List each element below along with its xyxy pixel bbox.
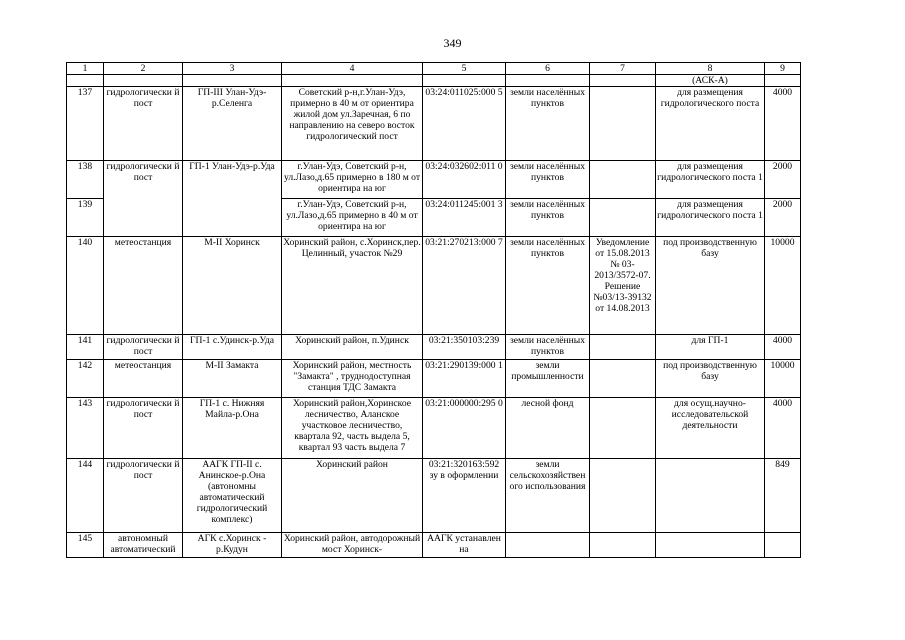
table-cell (67, 75, 104, 87)
table-row (67, 533, 801, 558)
permitted-use: для размещения гидрологического поста 1 (656, 199, 765, 237)
object-type: гидрологически й пост (104, 87, 183, 161)
documents (590, 533, 656, 558)
continuation-row (67, 75, 801, 87)
object-type: гидрологически й пост (104, 459, 183, 533)
row-number: 145 (67, 533, 104, 558)
land-category: земли промышленности (506, 360, 590, 398)
object-type: метеостанция (104, 237, 183, 335)
permitted-use: для размещения гидрологического поста 1 (656, 161, 765, 199)
area: 4000 (765, 398, 801, 459)
area: 4000 (765, 335, 801, 360)
object-type: гидрологически й пост (104, 161, 183, 237)
documents (590, 161, 656, 199)
land-category: земли сельскохозяйствен ого использования (506, 459, 590, 533)
land-category: земли населённых пунктов (506, 87, 590, 161)
documents (590, 360, 656, 398)
column-number: 1 (67, 63, 104, 75)
column-number: 6 (506, 63, 590, 75)
object-address: Хоринский район, п.Удинск (282, 335, 423, 360)
object-address: г.Улан-Удэ, Советский р-н, ул.Лазо,д.65 примерно в 180 м от ориентира на юг (282, 161, 423, 199)
documents (590, 199, 656, 237)
object-address: Хоринский район, автодорожный мост Хоринск- (282, 533, 423, 558)
cadastral-number: 03:21:320163:592 зу в оформлении (423, 459, 506, 533)
land-category: земли населённых пунктов (506, 161, 590, 199)
documents: Уведомление от 15.08.2013 № 03-2013/3572-07. Решение №03/13-39132 от 14.08.2013 (590, 237, 656, 335)
cadastral-number: 03:24:032602:011 0 (423, 161, 506, 199)
permitted-use: под производственную базу (656, 237, 765, 335)
table-cell (765, 75, 801, 87)
table-row (67, 398, 801, 459)
land-category (506, 533, 590, 558)
row-number: 142 (67, 360, 104, 398)
table-row (67, 335, 801, 360)
documents (590, 335, 656, 360)
row-number: 143 (67, 398, 104, 459)
column-number: 3 (183, 63, 282, 75)
column-number: 9 (765, 63, 801, 75)
object-name: ГП-III Улан-Удэ-р.Селенга (183, 87, 282, 161)
row-number: 137 (67, 87, 104, 161)
documents (590, 398, 656, 459)
cadastral-number: 03:21:000000:295 0 (423, 398, 506, 459)
row-number: 140 (67, 237, 104, 335)
row-number: 141 (67, 335, 104, 360)
cadastral-number: 03:21:350103:239 (423, 335, 506, 360)
column-number: 8 (656, 63, 765, 75)
object-name: М-II Хоринск (183, 237, 282, 335)
cadastral-number: ААГК устанавлен на (423, 533, 506, 558)
row-number: 144 (67, 459, 104, 533)
table-row (67, 360, 801, 398)
area: 10000 (765, 237, 801, 335)
table-cell (282, 75, 423, 87)
table-cell: (АСК-А) (656, 75, 765, 87)
row-number: 139 (67, 199, 104, 237)
object-name: М-II Замакта (183, 360, 282, 398)
permitted-use: для осущ.научно-исследовательской деятельности (656, 398, 765, 459)
land-category: земли населённых пунктов (506, 199, 590, 237)
table-row (67, 237, 801, 335)
object-name: ГП-1 с. Нижняя Майла-р.Она (183, 398, 282, 459)
object-address: Хоринский район (282, 459, 423, 533)
area: 2000 (765, 161, 801, 199)
area: 4000 (765, 87, 801, 161)
land-category: земли населённых пунктов (506, 335, 590, 360)
permitted-use: для размещения гидрологического поста (656, 87, 765, 161)
column-number: 7 (590, 63, 656, 75)
table-row (67, 87, 801, 161)
documents (590, 459, 656, 533)
object-type: метеостанция (104, 360, 183, 398)
table-cell (506, 75, 590, 87)
object-name: ГП-1 с.Удинск-р.Уда (183, 335, 282, 360)
area: 10000 (765, 360, 801, 398)
area (765, 533, 801, 558)
table-cell (423, 75, 506, 87)
land-registry-table (66, 62, 801, 558)
cadastral-number: 03:24:011245:001 3 (423, 199, 506, 237)
page-number: 349 (443, 36, 462, 50)
column-number: 4 (282, 63, 423, 75)
object-address: Советский р-н,г.Улан-Удэ, примерно в 40 м от ориентира жилой дом ул.Заречная, 6 по направлению на северо восток гидрологический пост (282, 87, 423, 161)
documents (590, 87, 656, 161)
object-name: ААГК ГП-II с. Анинское-р.Она (автономны автоматический гидрологический комплекс) (183, 459, 282, 533)
object-address: Хоринский район, местность "Замакта" , труднодоступная станция ТДС Замакта (282, 360, 423, 398)
area: 2000 (765, 199, 801, 237)
object-name: ГП-1 Улан-Удэ-р.Уда (183, 161, 282, 237)
object-address: г.Улан-Удэ, Советский р-н, ул.Лазо,д.65 примерно в 40 м от ориентира на юг (282, 199, 423, 237)
permitted-use: под производственную базу (656, 360, 765, 398)
object-name: АГК с.Хоринск - р.Кудун (183, 533, 282, 558)
object-type: гидрологически й пост (104, 335, 183, 360)
land-category: земли населённых пунктов (506, 237, 590, 335)
cadastral-number: 03:21:290139:000 1 (423, 360, 506, 398)
table-cell (183, 75, 282, 87)
cadastral-number: 03:21:270213:000 7 (423, 237, 506, 335)
permitted-use (656, 459, 765, 533)
object-address: Хоринский район, с.Хоринск,пер. Целинный, участок №29 (282, 237, 423, 335)
table-cell (104, 75, 183, 87)
column-number-row (67, 63, 801, 75)
object-type: гидрологически й пост (104, 398, 183, 459)
row-number: 138 (67, 161, 104, 199)
object-type: автономный автоматический (104, 533, 183, 558)
table-row (67, 161, 801, 199)
area: 849 (765, 459, 801, 533)
object-address: Хоринский район,Хоринское лесничество, Аланское участковое лесничество, квартала 92, часть выдела 5, квартал 93 часть выдела 7 (282, 398, 423, 459)
cadastral-number: 03:24:011025:000 5 (423, 87, 506, 161)
column-number: 2 (104, 63, 183, 75)
permitted-use: для ГП-1 (656, 335, 765, 360)
land-category: лесной фонд (506, 398, 590, 459)
permitted-use (656, 533, 765, 558)
table-row (67, 459, 801, 533)
table-cell (590, 75, 656, 87)
column-number: 5 (423, 63, 506, 75)
